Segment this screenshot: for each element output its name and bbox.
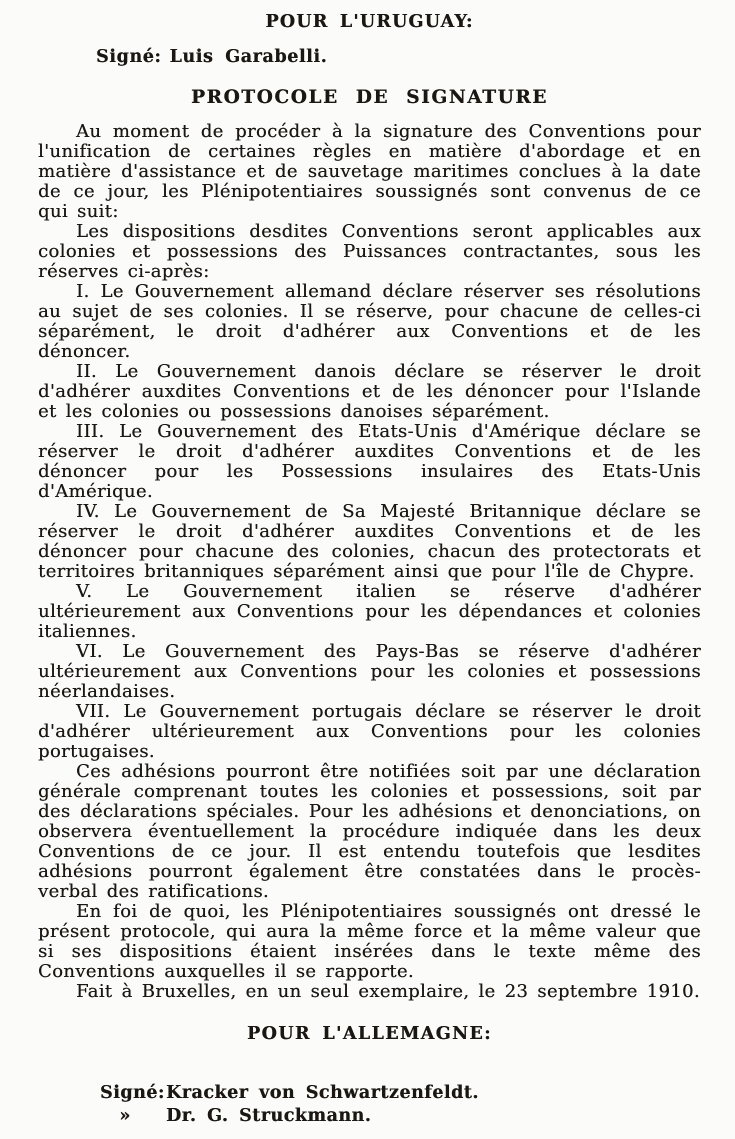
paragraph-adhesions: Ces adhésions pourront être notifiées soit par une déclaration générale comprenant toutes les colonies et possessions, soit par des déclarations spéciales. Pour les adhésions et denonciations, on observera éventuellement la procédure indiquée dans les deux Conventions de ce jour. Il est entendu toutefois que lesdites adhésions pourront également être constatées dans le procès-verbal des ratifications.	[38, 761, 701, 902]
ditto-mark: »	[119, 1106, 131, 1126]
uruguay-signature-line	[96, 47, 701, 67]
paragraph-clause-iv: IV. Le Gouvernement de Sa Majesté Britannique déclare se réserver le droit d'adhérer auxdites Conventions et de les dénoncer pour chacune des colonies, chacun des protectorats et territoires britanniques séparément ainsi que pour l'île de Chypre.	[38, 501, 701, 582]
signatory-name: Dr. G. Struckmann.	[166, 1106, 372, 1126]
signature-line	[100, 1082, 701, 1105]
country-heading-allemagne: POUR L'ALLEMAGNE:	[247, 1024, 492, 1044]
paragraph-clause-v: V. Le Gouvernement italien se réserve d'adhérer ultérieurement aux Conventions pour les dépendances et colonies italiennes.	[38, 581, 701, 642]
paragraph-applicability: Les dispositions desdites Conventions seront applicables aux colonies et possessions des Puissances contractantes, sous les réserves ci-après:	[38, 221, 701, 282]
signatory-name: Luis Garabelli.	[169, 47, 328, 67]
paragraph-clause-vi: VI. Le Gouvernement des Pays-Bas se réserve d'adhérer ultérieurement aux Conventions pour les colonies et possessions néerlandaises.	[38, 641, 701, 702]
allemagne-signatures	[100, 1082, 701, 1128]
signature-prefix: Signé:	[96, 47, 162, 67]
document-body	[38, 122, 701, 1002]
paragraph-date-place: Fait à Bruxelles, en un seul exemplaire, le 23 septembre 1910.	[76, 981, 700, 1002]
paragraph-clause-iii: III. Le Gouvernement des Etats-Unis d'Amérique déclare se réserver le droit d'adhérer auxdites Conventions et de les dénoncer pour les Possessions insulaires des Etats-Unis d'Amérique.	[38, 421, 701, 502]
paragraph-clause-i: I. Le Gouvernement allemand déclare réserver ses résolutions au sujet de ses colonies. Il se réserve, pour chacune de celles-ci séparément, le droit d'adhérer aux Conventions et de les dénoncer.	[38, 281, 701, 362]
signatory-name: Kracker von Schwartzenfeldt.	[166, 1083, 479, 1103]
signature-line	[100, 1105, 701, 1128]
country-heading-uruguay: POUR L'URUGUAY:	[265, 12, 474, 32]
signature-prefix: Signé:	[100, 1083, 165, 1103]
paragraph-clause-vii: VII. Le Gouvernement portugais déclare se réserver le droit d'adhérer ultérieurement aux Conventions pour les colonies portugaises.	[38, 701, 701, 762]
paragraph-clause-ii: II. Le Gouvernement danois déclare se réserver le droit d'adhérer auxdites Conventions et de les dénoncer pour l'Islande et les colonies ou possessions danoises séparément.	[38, 361, 701, 422]
document-title: PROTOCOLE DE SIGNATURE	[191, 87, 548, 108]
paragraph-en-foi: En foi de quoi, les Plénipotentiaires soussignés ont dressé le présent protocole, qui aura la même force et la même valeur que si ses dispositions étaient insérées dans le texte même des Conventions auxquelles il se rapporte.	[38, 901, 701, 982]
paragraph-preamble: Au moment de procéder à la signature des Conventions pour l'unification de certaines règles en matière d'abordage et en matière d'assistance et de sauvetage maritimes conclues à la date de ce jour, les Plénipotentiaires soussignés sont convenus de ce qui suit:	[38, 121, 701, 222]
